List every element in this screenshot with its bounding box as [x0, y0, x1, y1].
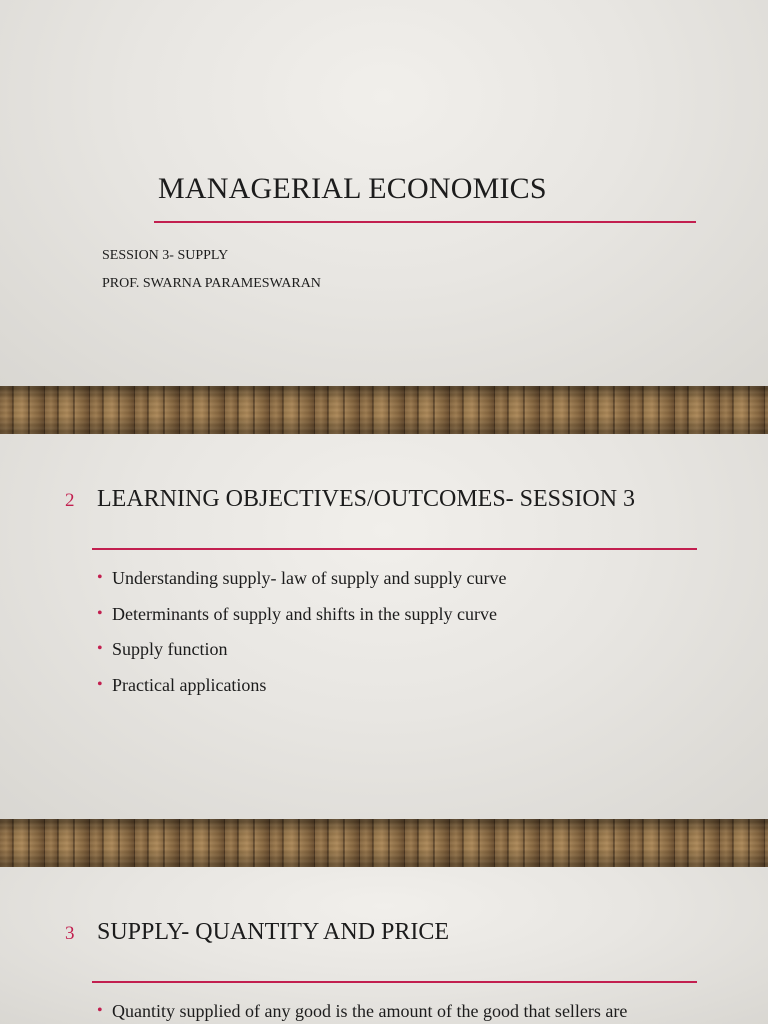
- slide-1-title: MANAGERIAL ECONOMICS: [158, 172, 547, 205]
- slide-1-title-rule: [154, 221, 696, 223]
- list-item: • Quantity supplied of any good is the amount of the good that sellers are: [97, 1001, 628, 1021]
- list-item: • Determinants of supply and shifts in the supply curve: [97, 603, 497, 624]
- slide-1-professor: PROF. SWARNA PARAMESWARAN: [102, 276, 321, 291]
- wood-floor-divider: [0, 386, 768, 434]
- list-item: • Practical applications: [97, 674, 267, 695]
- slide-3-title-rule: [92, 981, 697, 983]
- bullet-dot-icon: •: [97, 675, 103, 693]
- slide-3-number: 3: [65, 923, 75, 944]
- list-item: • Supply function: [97, 639, 228, 659]
- bullet-dot-icon: •: [97, 640, 103, 657]
- slide-2-number: 2: [65, 490, 75, 511]
- wood-floor-divider: [0, 819, 768, 867]
- slide-1-session: SESSION 3- SUPPLY: [102, 248, 229, 263]
- bullet-dot-icon: •: [97, 604, 103, 622]
- list-item: • Understanding supply- law of supply and supply curve: [97, 568, 507, 588]
- bullet-dot-icon: •: [97, 569, 103, 586]
- slide-2-title: LEARNING OBJECTIVES/OUTCOMES- SESSION 3: [97, 486, 636, 512]
- slide-2-bullet-list: [97, 567, 506, 709]
- slide-2-title-rule: [92, 548, 697, 550]
- slide-3-title: SUPPLY- QUANTITY AND PRICE: [97, 919, 450, 945]
- slide-3-bullet-list: [97, 1000, 627, 1024]
- slide-1: [0, 0, 768, 386]
- slide-3: [0, 867, 768, 1024]
- bullet-dot-icon: •: [97, 1002, 103, 1019]
- slide-2: [0, 434, 768, 819]
